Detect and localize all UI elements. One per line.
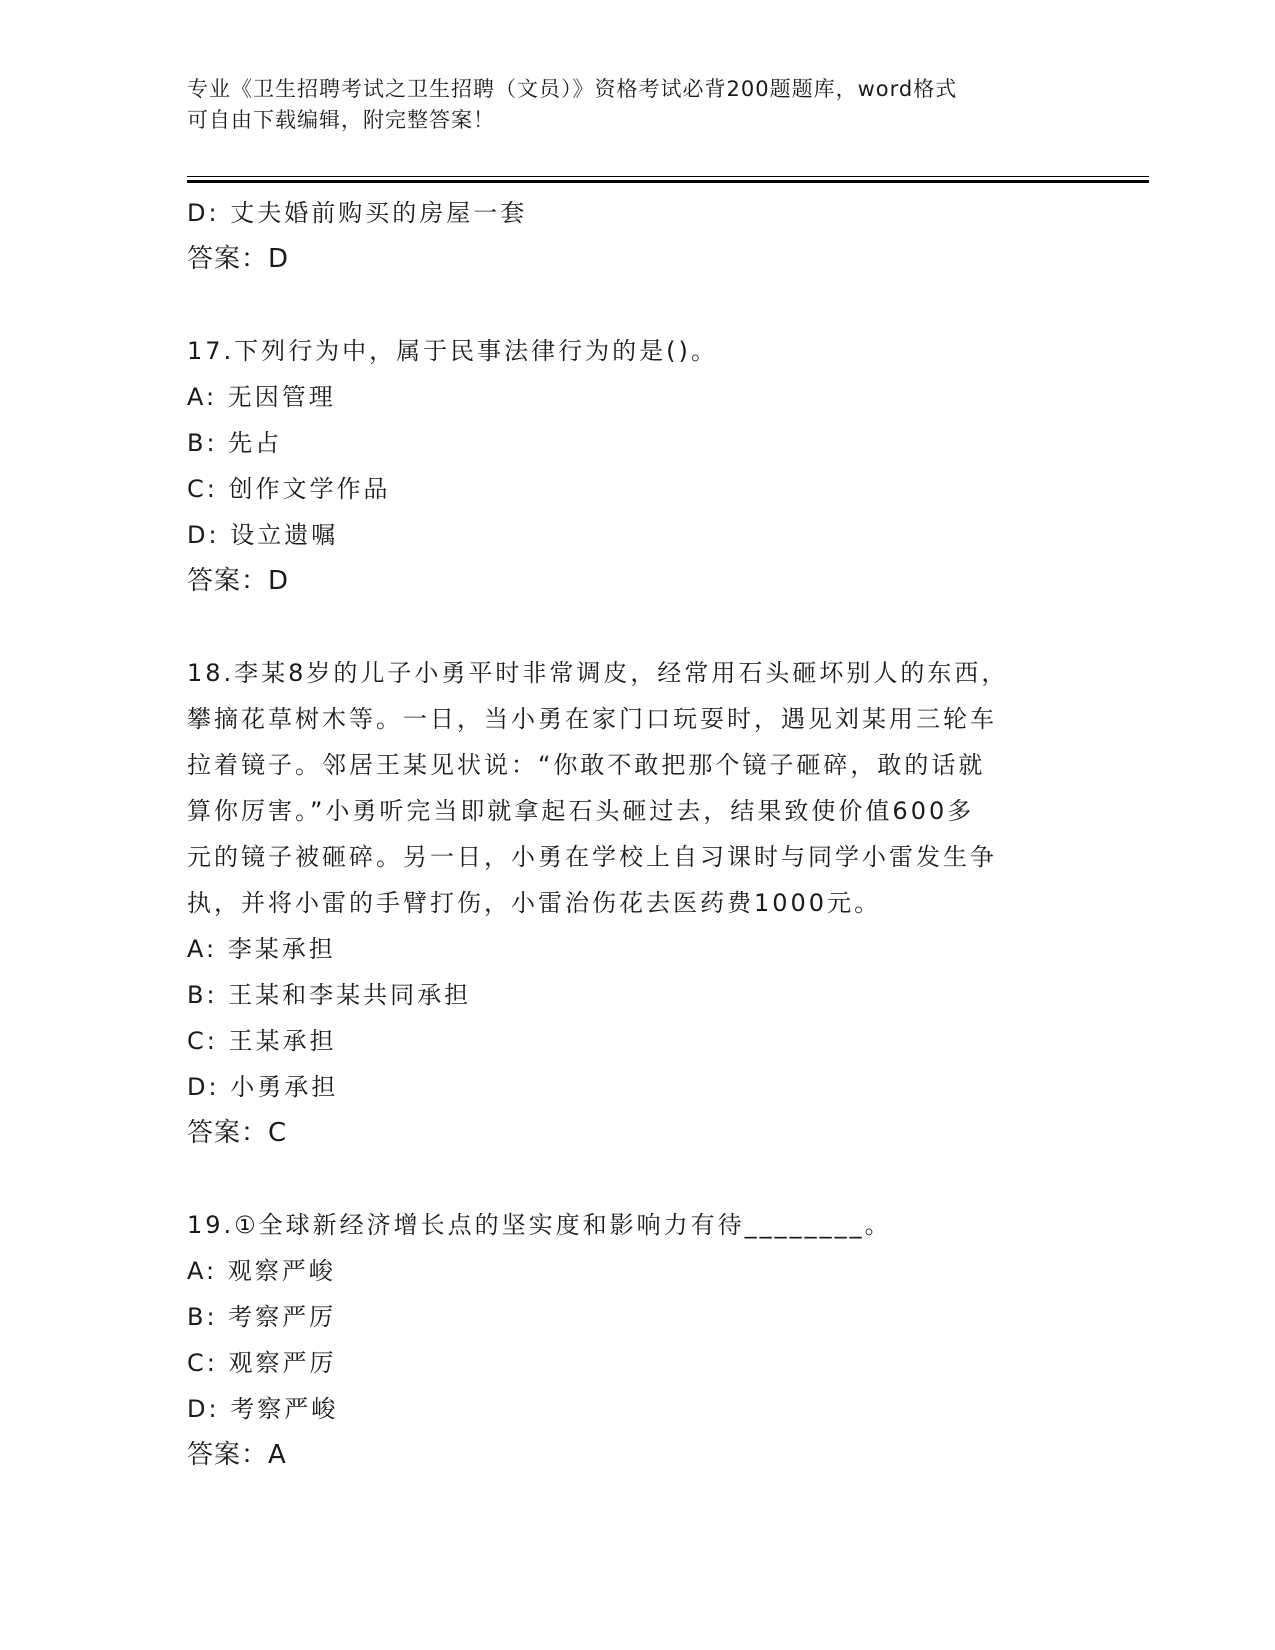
option-d: D: 丈夫婚前购买的房屋一套 — [187, 199, 528, 227]
option-d: D: 小勇承担 — [187, 1073, 339, 1101]
question-stem-line: 算你厉害。”小勇听完当即就拿起石头砸过去，结果致使价值600多 — [187, 797, 975, 825]
question-17 — [187, 328, 1067, 604]
question-stem: 17.下列行为中，属于民事法律行为的是()。 — [187, 337, 718, 365]
answer-line: 答案：A — [187, 1440, 287, 1470]
question-stem-line: 攀摘花草树木等。一日，当小勇在家门口玩耍时，遇见刘某用三轮车 — [187, 705, 997, 733]
answer-line: 答案：C — [187, 1118, 288, 1148]
option-a: A: 无因管理 — [187, 383, 336, 411]
option-c: C: 观察严厉 — [187, 1349, 337, 1377]
option-a: A: 观察严峻 — [187, 1257, 336, 1285]
header-divider-thick — [187, 180, 1149, 183]
option-c: C: 创作文学作品 — [187, 475, 391, 503]
question-16-tail — [187, 190, 1067, 282]
option-d: D: 设立遗嘱 — [187, 521, 339, 549]
question-stem-line: 元的镜子被砸碎。另一日，小勇在学校上自习课时与同学小雷发生争 — [187, 843, 997, 871]
header-divider-thin — [187, 176, 1149, 177]
question-stem: 19.①全球新经济增长点的坚实度和影响力有待________。 — [187, 1211, 892, 1239]
spacer — [187, 604, 1067, 650]
question-18 — [187, 650, 1067, 1156]
option-c: C: 王某承担 — [187, 1027, 337, 1055]
question-list — [187, 190, 1067, 1478]
option-b: B: 先占 — [187, 429, 283, 457]
option-b: B: 考察严厉 — [187, 1303, 337, 1331]
option-d: D: 考察严峻 — [187, 1395, 339, 1423]
header-title-line-1: 专业《卫生招聘考试之卫生招聘（文员）》资格考试必背200题题库，word格式 — [187, 77, 958, 101]
spacer — [187, 1156, 1067, 1202]
question-stem-line: 拉着镜子。邻居王某见状说：“你敢不敢把那个镜子砸碎，敢的话就 — [187, 751, 986, 779]
document-header — [187, 74, 1087, 136]
question-stem-line: 执，并将小雷的手臂打伤，小雷治伤花去医药费1000元。 — [187, 889, 882, 917]
option-a: A: 李某承担 — [187, 935, 336, 963]
option-b: B: 王某和李某共同承担 — [187, 981, 472, 1009]
answer-line: 答案：D — [187, 244, 290, 274]
answer-line: 答案：D — [187, 566, 290, 596]
spacer — [187, 282, 1067, 328]
question-stem-line: 18.李某8岁的儿子小勇平时非常调皮，经常用石头砸坏别人的东西， — [187, 659, 1009, 687]
header-title-line-2: 可自由下载编辑，附完整答案！ — [187, 108, 495, 132]
question-19 — [187, 1202, 1067, 1478]
